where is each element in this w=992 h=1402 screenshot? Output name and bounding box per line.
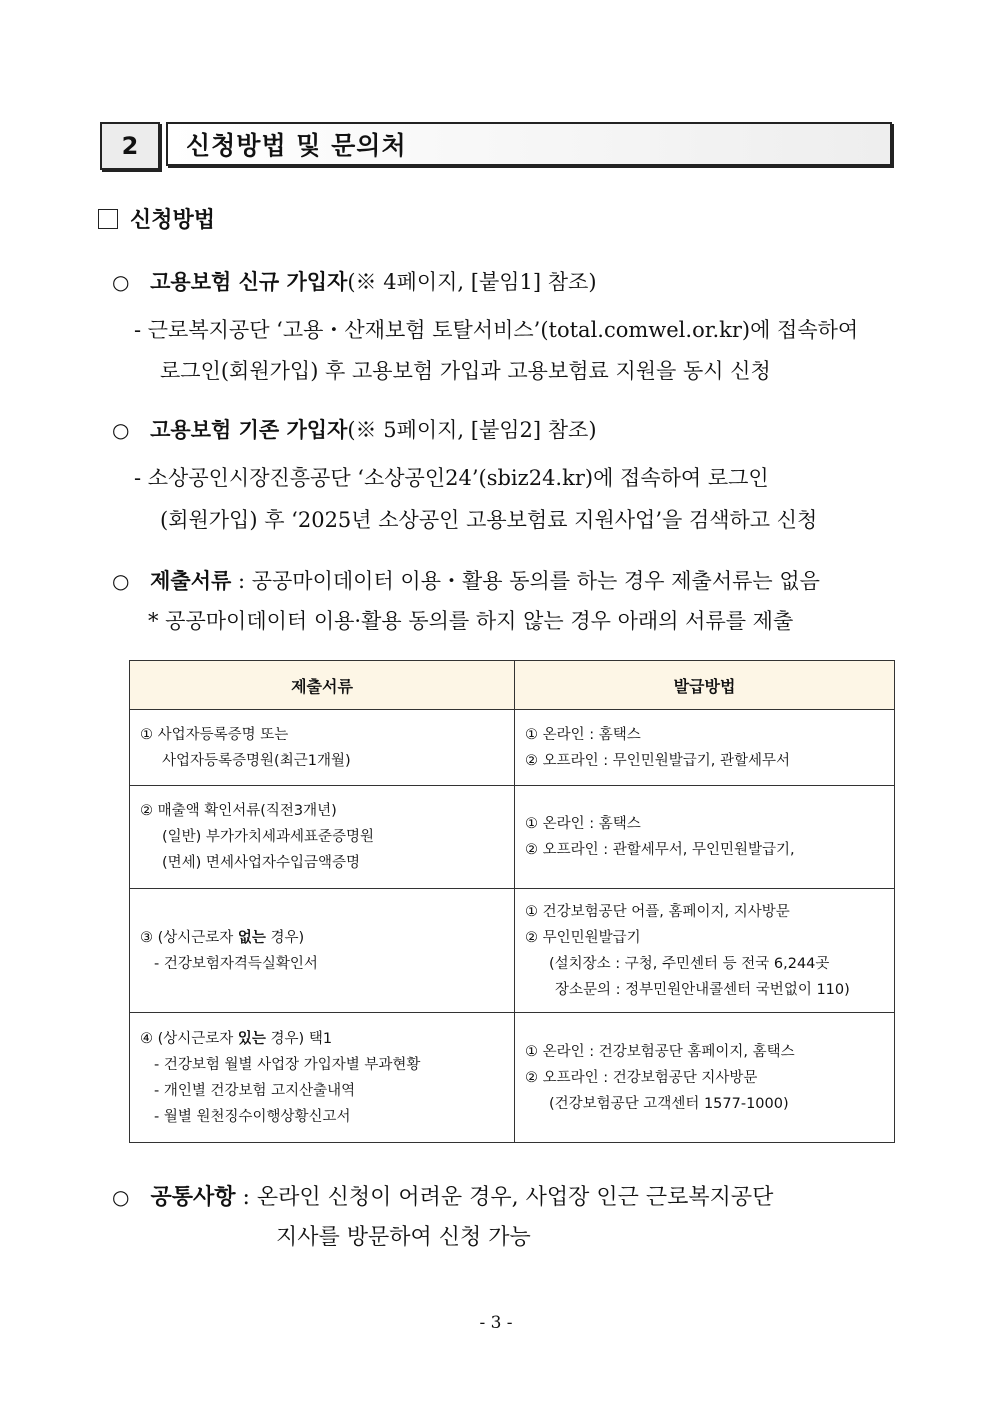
doc-suffix: 경우) bbox=[265, 929, 305, 946]
doc-line: ② 매출액 확인서류(직전3개년) bbox=[140, 803, 337, 819]
method-line: ② 오프라인 : 건강보험공단 지사방문 bbox=[525, 1069, 758, 1086]
method-heading bbox=[98, 203, 215, 234]
existing-subscriber-ref: (※ 5페이지, [붙임2] 참조) bbox=[347, 418, 597, 442]
method-line: ① 온라인 : 건강보험공단 홈페이지, 홈택스 bbox=[525, 1043, 795, 1060]
checkbox-square-icon bbox=[98, 209, 118, 229]
table-row bbox=[130, 889, 895, 1013]
doc-line: (면세) 면세사업자수입금액증명 bbox=[162, 855, 361, 871]
documents-heading bbox=[112, 565, 820, 595]
doc-line bbox=[140, 925, 504, 951]
documents-text: : 공공마이데이터 이용・활용 동의를 하는 경우 제출서류는 없음 bbox=[237, 569, 820, 593]
method-line: (설치장소 : 구청, 주민센터 등 전국 6,244곳 bbox=[549, 955, 830, 972]
table-cell-docs bbox=[130, 889, 515, 1013]
documents-note: * 공공마이데이터 이용·활용 동의를 하지 않는 경우 아래의 서류를 제출 bbox=[148, 609, 794, 633]
method-line: 장소문의 : 정부민원안내콜센터 국번없이 110) bbox=[555, 981, 850, 998]
doc-line: - 월별 원천징수이행상황신고서 bbox=[154, 1108, 351, 1125]
section-number: 2 bbox=[100, 122, 160, 170]
table-cell-method bbox=[515, 1013, 895, 1143]
doc-prefix: ③ (상시근로자 bbox=[140, 929, 238, 946]
table-header-method: 발급방법 bbox=[515, 661, 895, 710]
circle-bullet-icon: ○ bbox=[112, 418, 130, 442]
table-cell-method bbox=[515, 710, 895, 786]
existing-subscriber-heading bbox=[112, 414, 597, 444]
doc-line: - 건강보험자격득실확인서 bbox=[154, 955, 318, 972]
table-header-row bbox=[130, 661, 895, 710]
common-line1: : 온라인 신청이 어려운 경우, 사업장 인근 근로복지공단 bbox=[242, 1185, 774, 1210]
doc-prefix: ④ (상시근로자 bbox=[140, 1030, 238, 1047]
method-line: ② 무인민원발급기 bbox=[525, 929, 641, 946]
method-line: ② 오프라인 : 무인민원발급기, 관할세무서 bbox=[525, 752, 791, 769]
page-number: - 3 - bbox=[479, 1313, 513, 1333]
method-line: (건강보험공단 고객센터 1577-1000) bbox=[549, 1095, 789, 1112]
method-line: ② 오프라인 : 관할세무서, 무인민원발급기, bbox=[525, 842, 795, 858]
new-subscriber-heading bbox=[112, 266, 597, 296]
doc-line bbox=[140, 1026, 504, 1052]
existing-subscriber-title: 고용보험 기존 가입자 bbox=[150, 417, 348, 442]
existing-subscriber-line1: - 소상공인시장진흥공단 ‘소상공인24’(sbiz24.kr)에 접속하여 로그인 bbox=[134, 466, 769, 490]
table-row bbox=[130, 786, 895, 889]
table-cell-docs bbox=[130, 786, 515, 889]
circle-bullet-icon: ○ bbox=[112, 569, 130, 593]
method-line: ① 온라인 : 홈택스 bbox=[525, 726, 641, 743]
table-cell-docs bbox=[130, 710, 515, 786]
table-row bbox=[130, 710, 895, 786]
existing-subscriber-line2: (회원가입) 후 ‘2025년 소상공인 고용보험료 지원사업’을 검색하고 신청 bbox=[160, 508, 818, 532]
doc-line: - 개인별 건강보험 고지산출내역 bbox=[154, 1082, 356, 1099]
common-heading bbox=[112, 1180, 773, 1211]
documents-title: 제출서류 bbox=[150, 568, 232, 593]
doc-emphasis: 있는 bbox=[237, 1030, 266, 1047]
new-subscriber-line1: - 근로복지공단 ‘고용・산재보험 토탈서비스’(total.comwel.or.kr)에 접속하여 bbox=[134, 318, 859, 342]
documents-table bbox=[129, 660, 895, 1143]
new-subscriber-line2: 로그인(회원가입) 후 고용보험 가입과 고용보험료 지원을 동시 신청 bbox=[160, 359, 771, 383]
table-row bbox=[130, 1013, 895, 1143]
common-title: 공통사항 bbox=[150, 1184, 236, 1210]
method-line: ① 온라인 : 홈택스 bbox=[525, 816, 641, 832]
method-line: ① 건강보험공단 어플, 홈페이지, 지사방문 bbox=[525, 903, 790, 920]
doc-suffix: 경우) 택1 bbox=[265, 1030, 333, 1047]
circle-bullet-icon: ○ bbox=[112, 1185, 130, 1209]
table-cell-method bbox=[515, 889, 895, 1013]
table-cell-docs bbox=[130, 1013, 515, 1143]
table-header-documents: 제출서류 bbox=[130, 661, 515, 710]
common-line2: 지사를 방문하여 신청 가능 bbox=[276, 1225, 531, 1250]
doc-line: ① 사업자등록증명 또는 bbox=[140, 726, 289, 743]
doc-line: (일반) 부가가치세과세표준증명원 bbox=[162, 829, 375, 845]
doc-emphasis: 없는 bbox=[237, 929, 266, 946]
method-heading-text: 신청방법 bbox=[130, 207, 216, 233]
circle-bullet-icon: ○ bbox=[112, 270, 130, 294]
doc-line: - 건강보험 월별 사업장 가입자별 부과현황 bbox=[154, 1056, 421, 1073]
new-subscriber-title: 고용보험 신규 가입자 bbox=[150, 269, 348, 294]
section-title: 신청방법 및 문의처 bbox=[166, 122, 892, 166]
new-subscriber-ref: (※ 4페이지, [붙임1] 참조) bbox=[347, 270, 597, 294]
table-cell-method bbox=[515, 786, 895, 889]
doc-line: 사업자등록증명원(최근1개월) bbox=[162, 752, 351, 769]
